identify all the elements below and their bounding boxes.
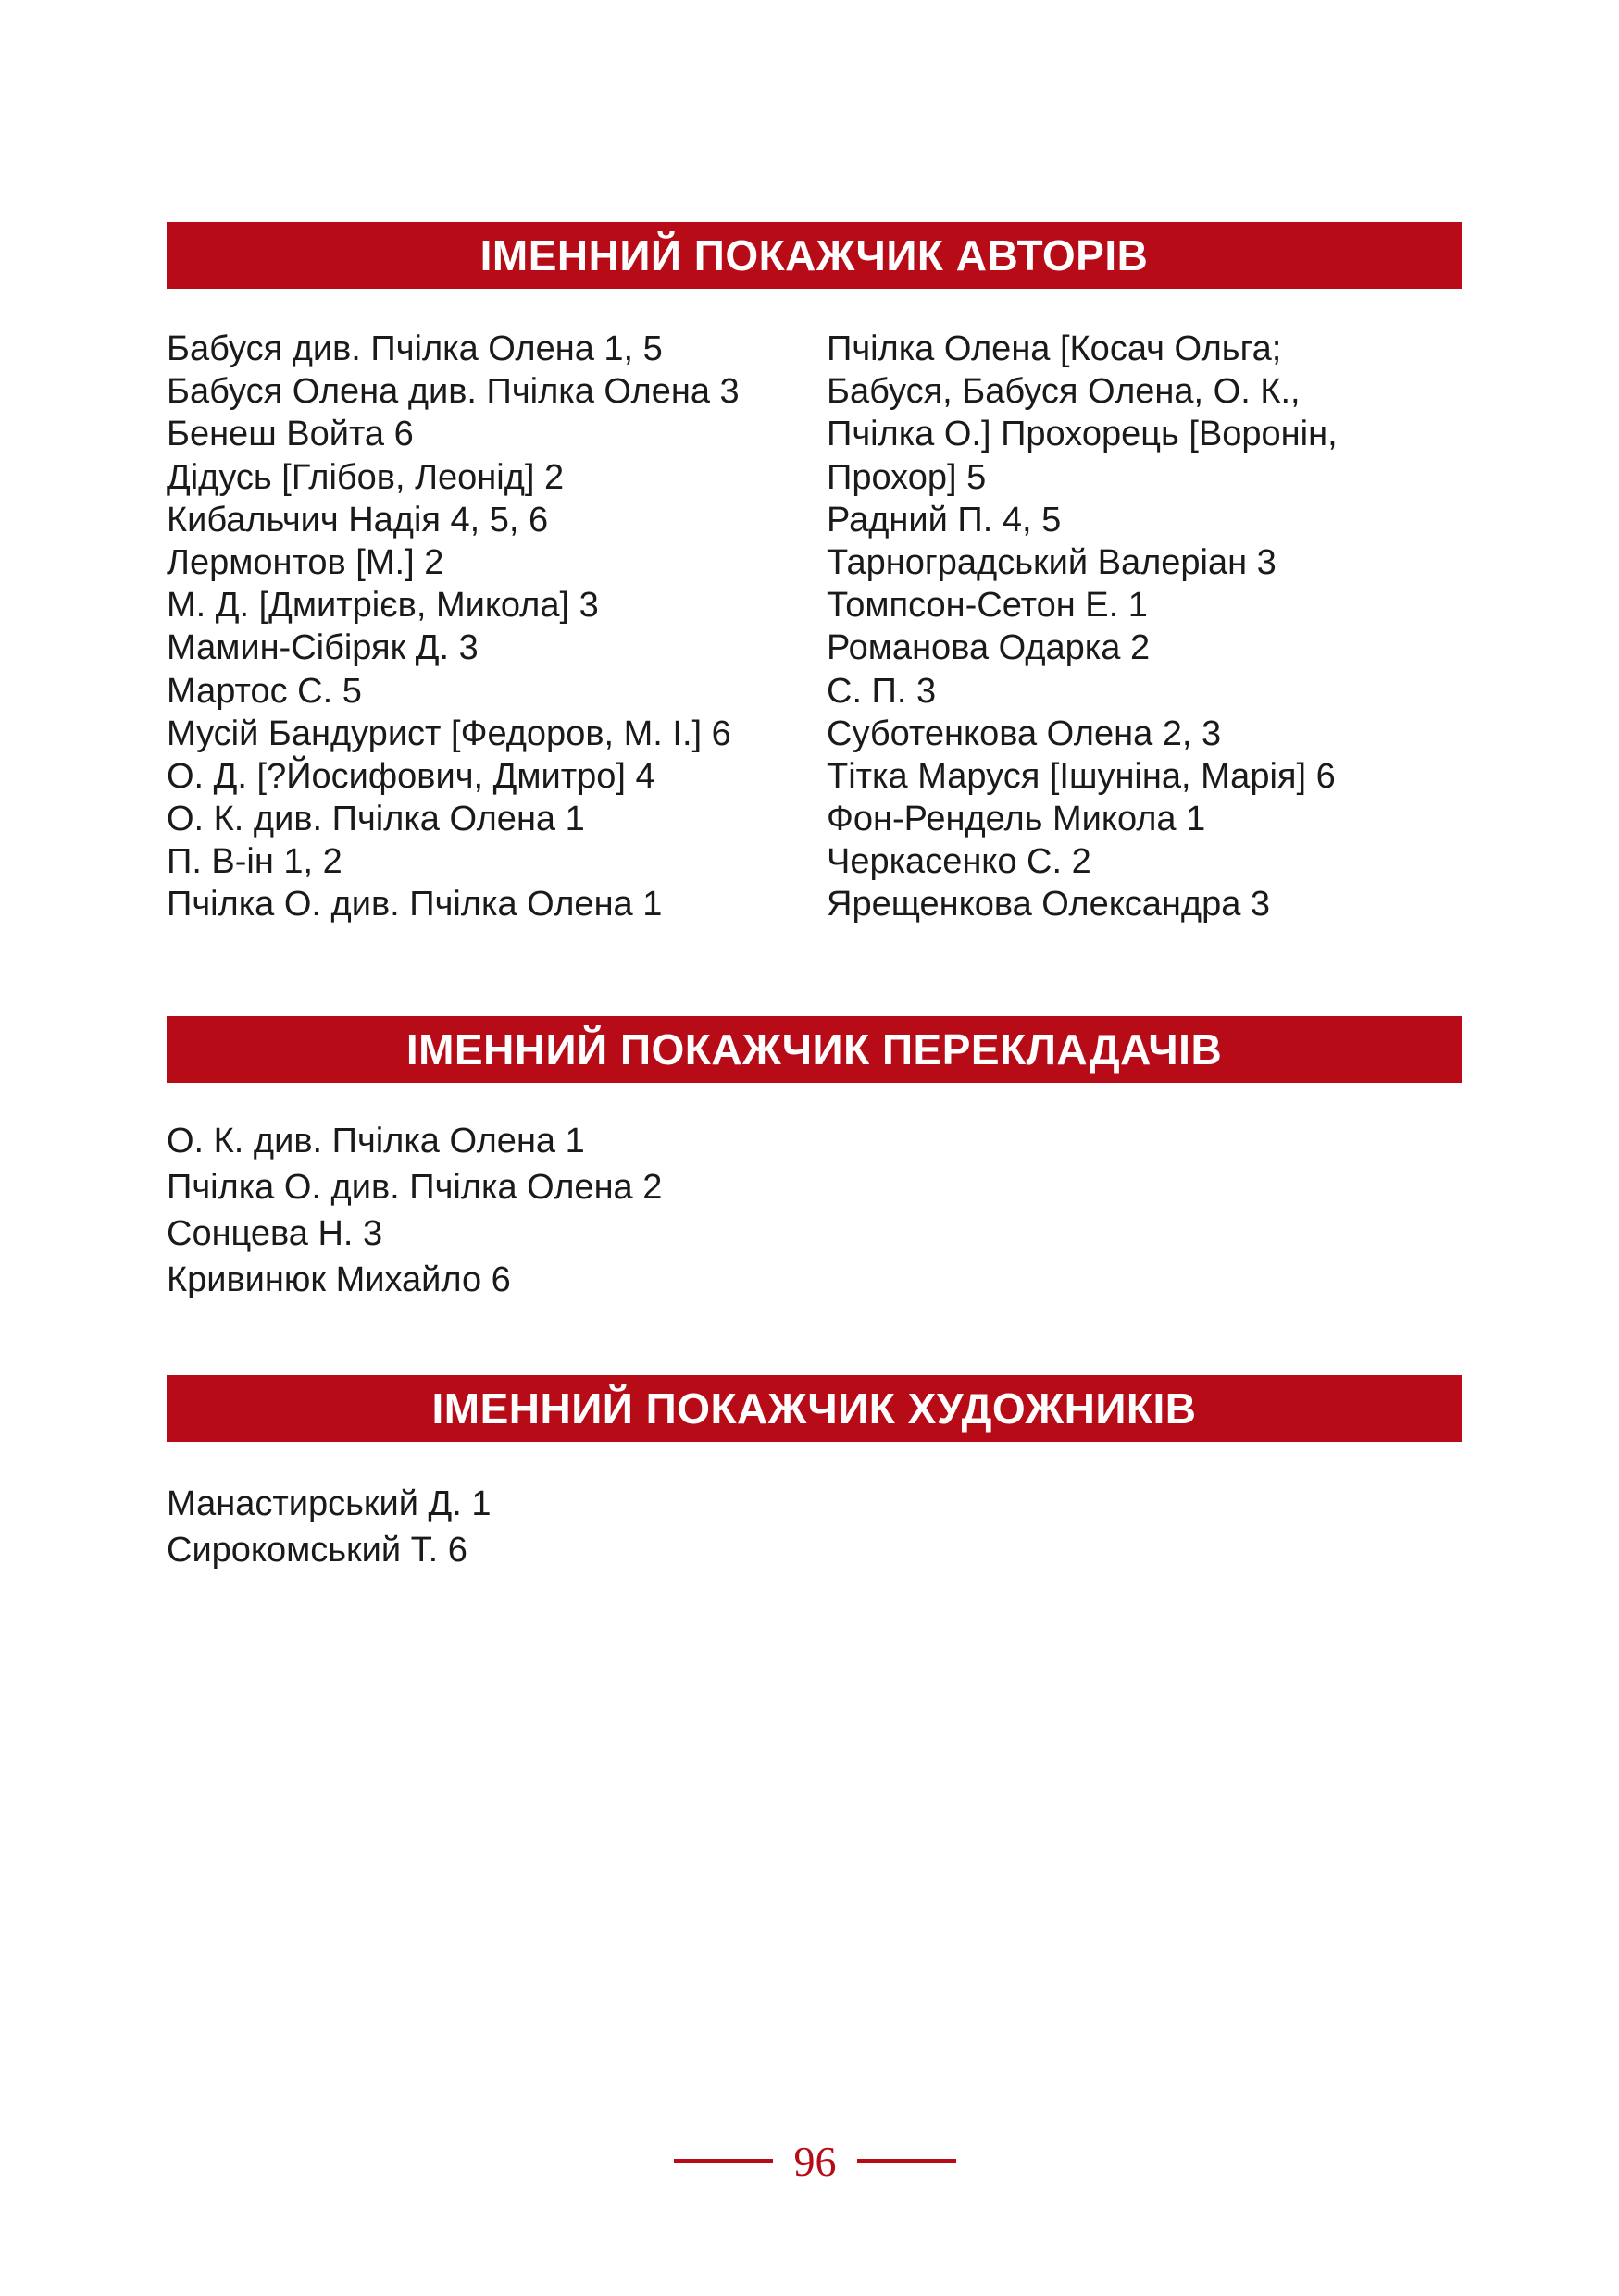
- index-entry: Бабуся Олена див. Пчілка Олена 3: [167, 372, 740, 412]
- authors-right-column: [827, 328, 1338, 926]
- index-entry: О. К. див. Пчілка Олена 1: [167, 1122, 585, 1160]
- index-entry: П. В-ін 1, 2: [167, 842, 342, 882]
- footer-rule-right: [857, 2159, 956, 2163]
- index-entry: Мамин-Сібіряк Д. 3: [167, 628, 479, 668]
- index-entry: Кривинюк Михайло 6: [167, 1260, 511, 1299]
- index-entry: Сонцева Н. 3: [167, 1214, 383, 1253]
- index-entry: Радний П. 4, 5: [827, 500, 1062, 540]
- illustrators-index-heading: ІМЕННИЙ ПОКАЖЧИК ХУДОЖНИКІВ: [167, 1375, 1462, 1442]
- index-entry: Ярещенкова Олександра 3: [827, 885, 1271, 925]
- index-entry: Мартос С. 5: [167, 671, 362, 711]
- index-entry: Пчілка О. див. Пчілка Олена 2: [167, 1168, 663, 1207]
- index-entry: Суботенкова Олена 2, 3: [827, 714, 1222, 753]
- index-entry: Прохор] 5: [827, 457, 987, 497]
- index-entry: Лермонтов [М.] 2: [167, 542, 444, 582]
- index-entry: Бабуся див. Пчілка Олена 1, 5: [167, 329, 663, 368]
- index-entry: Бабуся, Бабуся Олена, О. К.,: [827, 372, 1301, 412]
- translators-list: [167, 1118, 662, 1303]
- index-entry: О. К. див. Пчілка Олена 1: [167, 800, 585, 839]
- index-entry: Тарноградський Валеріан 3: [827, 542, 1277, 582]
- index-entry: Сирокомський Т. 6: [167, 1531, 467, 1570]
- authors-index-heading: ІМЕННИЙ ПОКАЖЧИК АВТОРІВ: [167, 222, 1462, 289]
- index-entry: О. Д. [?Йосифович, Дмитро] 4: [167, 756, 655, 796]
- index-entry: Черкасенко С. 2: [827, 842, 1091, 882]
- index-entry: Томпсон-Сетон Е. 1: [827, 586, 1148, 626]
- index-entry: Кибальчич Надія 4, 5, 6: [167, 500, 549, 540]
- index-entry: Романова Одарка 2: [827, 628, 1151, 668]
- index-entry: Бенеш Войта 6: [167, 415, 414, 454]
- translators-index-heading: ІМЕННИЙ ПОКАЖЧИК ПЕРЕКЛАДАЧІВ: [167, 1016, 1462, 1083]
- index-entry: Пчілка Олена [Косач Ольга;: [827, 329, 1282, 368]
- page-number: 96: [793, 2137, 837, 2185]
- index-entry: М. Д. [Дмитрієв, Микола] 3: [167, 586, 599, 626]
- illustrators-list: [167, 1481, 492, 1573]
- index-entry: Пчілка О. див. Пчілка Олена 1: [167, 885, 663, 925]
- index-entry: Пчілка О.] Прохорець [Воронін,: [827, 415, 1338, 454]
- authors-left-column: [167, 328, 740, 926]
- index-entry: Тітка Маруся [Ішуніна, Марія] 6: [827, 756, 1336, 796]
- page-number-footer: [674, 2133, 956, 2189]
- index-entry: Манастирський Д. 1: [167, 1484, 492, 1523]
- footer-rule-left: [674, 2159, 773, 2163]
- index-entry: Фон-Рендель Микола 1: [827, 800, 1206, 839]
- index-entry: С. П. 3: [827, 671, 937, 711]
- index-entry: Мусій Бандурист [Федоров, М. І.] 6: [167, 714, 731, 753]
- index-entry: Дідусь [Глібов, Леонід] 2: [167, 457, 565, 497]
